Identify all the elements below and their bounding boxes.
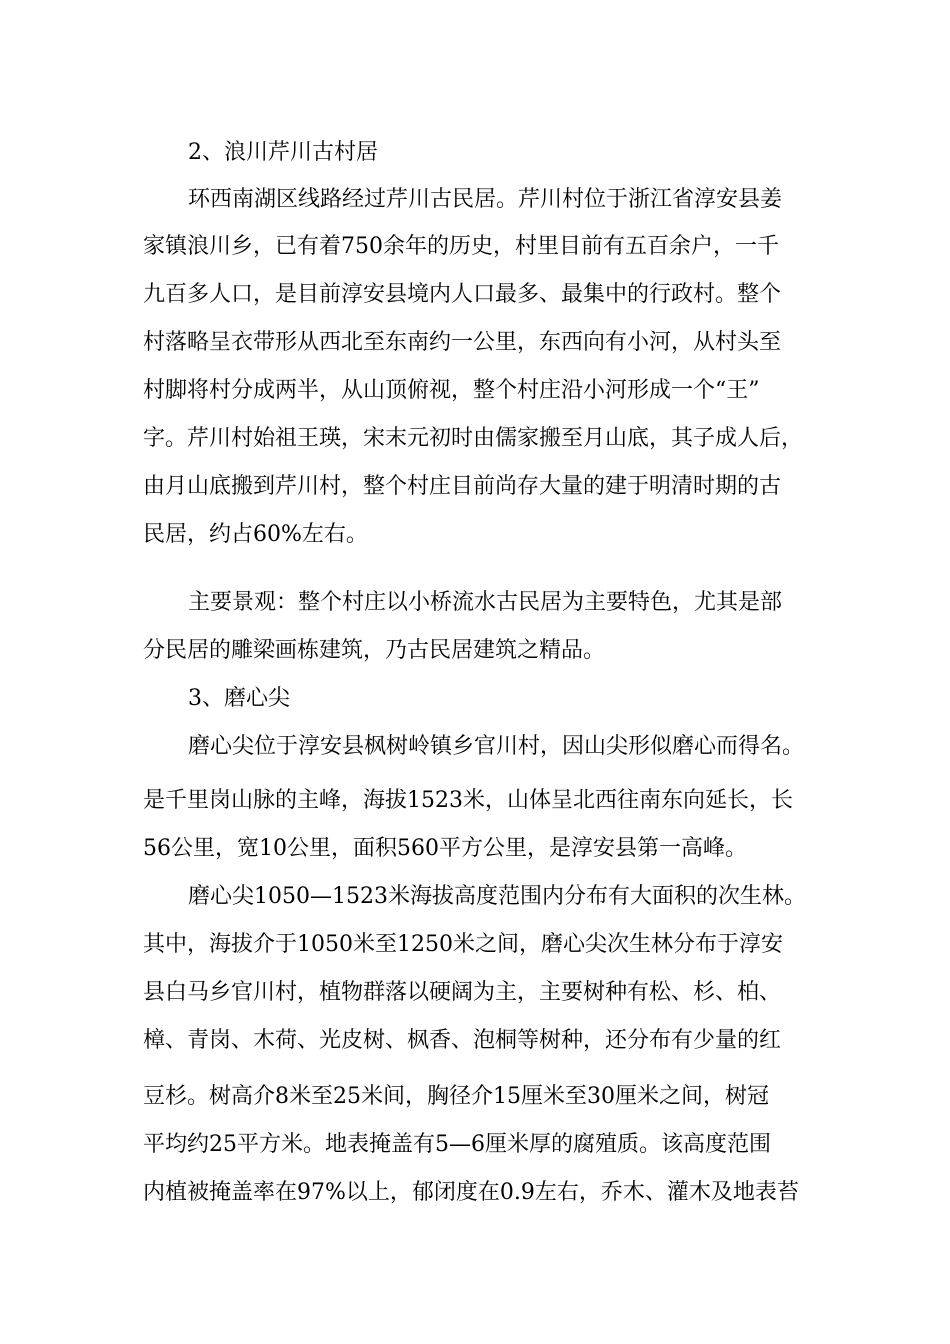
paragraph-line: 村落略呈衣带形从西北至东南约一公里，东西向有小河，从村头至 [143,330,782,355]
paragraph-line: 九百多人口，是目前淳安县境内人口最多、最集中的行政村。整个 [143,282,782,307]
paragraph-line: 主要景观：整个村庄以小桥流水古民居为主要特色，尤其是部 [188,590,783,615]
paragraph-line: 樟、青岗、木荷、光皮树、枫香、泡桐等树种，还分布有少量的红 [143,1028,782,1053]
heading-section-3: 3、磨心尖 [188,686,290,711]
paragraph-line: 是千里岗山脉的主峰，海拔1523米，山体呈北西往南东向延长，长 [143,788,793,813]
paragraph-line: 56公里，宽10公里，面积560平方公里，是淳安县第一高峰。 [143,836,747,861]
paragraph-line: 县白马乡官川村，植物群落以硬阔为主，主要树种有松、杉、柏、 [143,980,782,1005]
paragraph-line: 其中，海拔介于1050米至1250米之间，磨心尖次生林分布于淳安 [143,932,783,957]
paragraph-line: 分民居的雕梁画栋建筑，乃古民居建筑之精品。 [143,638,606,663]
paragraph-line: 字。芹川村始祖王瑛，宋末元初时由儒家搬至月山底，其子成人后， [143,426,804,451]
paragraph-line: 村脚将村分成两半，从山顶俯视，整个村庄沿小河形成一个“王” [143,378,760,403]
paragraph-line: 民居，约占60%左右。 [143,522,368,547]
paragraph-line: 由月山底搬到芹川村，整个村庄目前尚存大量的建于明清时期的古 [143,474,782,499]
paragraph-line: 豆杉。树高介8米至25米间，胸径介15厘米至30厘米之间，树冠 [143,1084,769,1109]
heading-section-2: 2、浪川芹川古村居 [188,140,378,165]
paragraph-line: 家镇浪川乡，已有着750余年的历史，村里目前有五百余户，一千 [143,234,779,259]
paragraph-line: 平均约25平方米。地表掩盖有5—6厘米厚的腐殖质。该高度范围 [143,1132,771,1157]
paragraph-line: 内植被掩盖率在97%以上，郁闭度在0.9左右，乔木、灌木及地表苔 [143,1180,799,1205]
paragraph-line: 磨心尖1050—1523米海拔高度范围内分布有大面积的次生林。 [188,884,806,909]
paragraph-line: 磨心尖位于淳安县枫树岭镇乡官川村，因山尖形似磨心而得名。 [188,734,805,759]
paragraph-line: 环西南湖区线路经过芹川古民居。芹川村位于浙江省淳安县姜 [188,187,783,212]
